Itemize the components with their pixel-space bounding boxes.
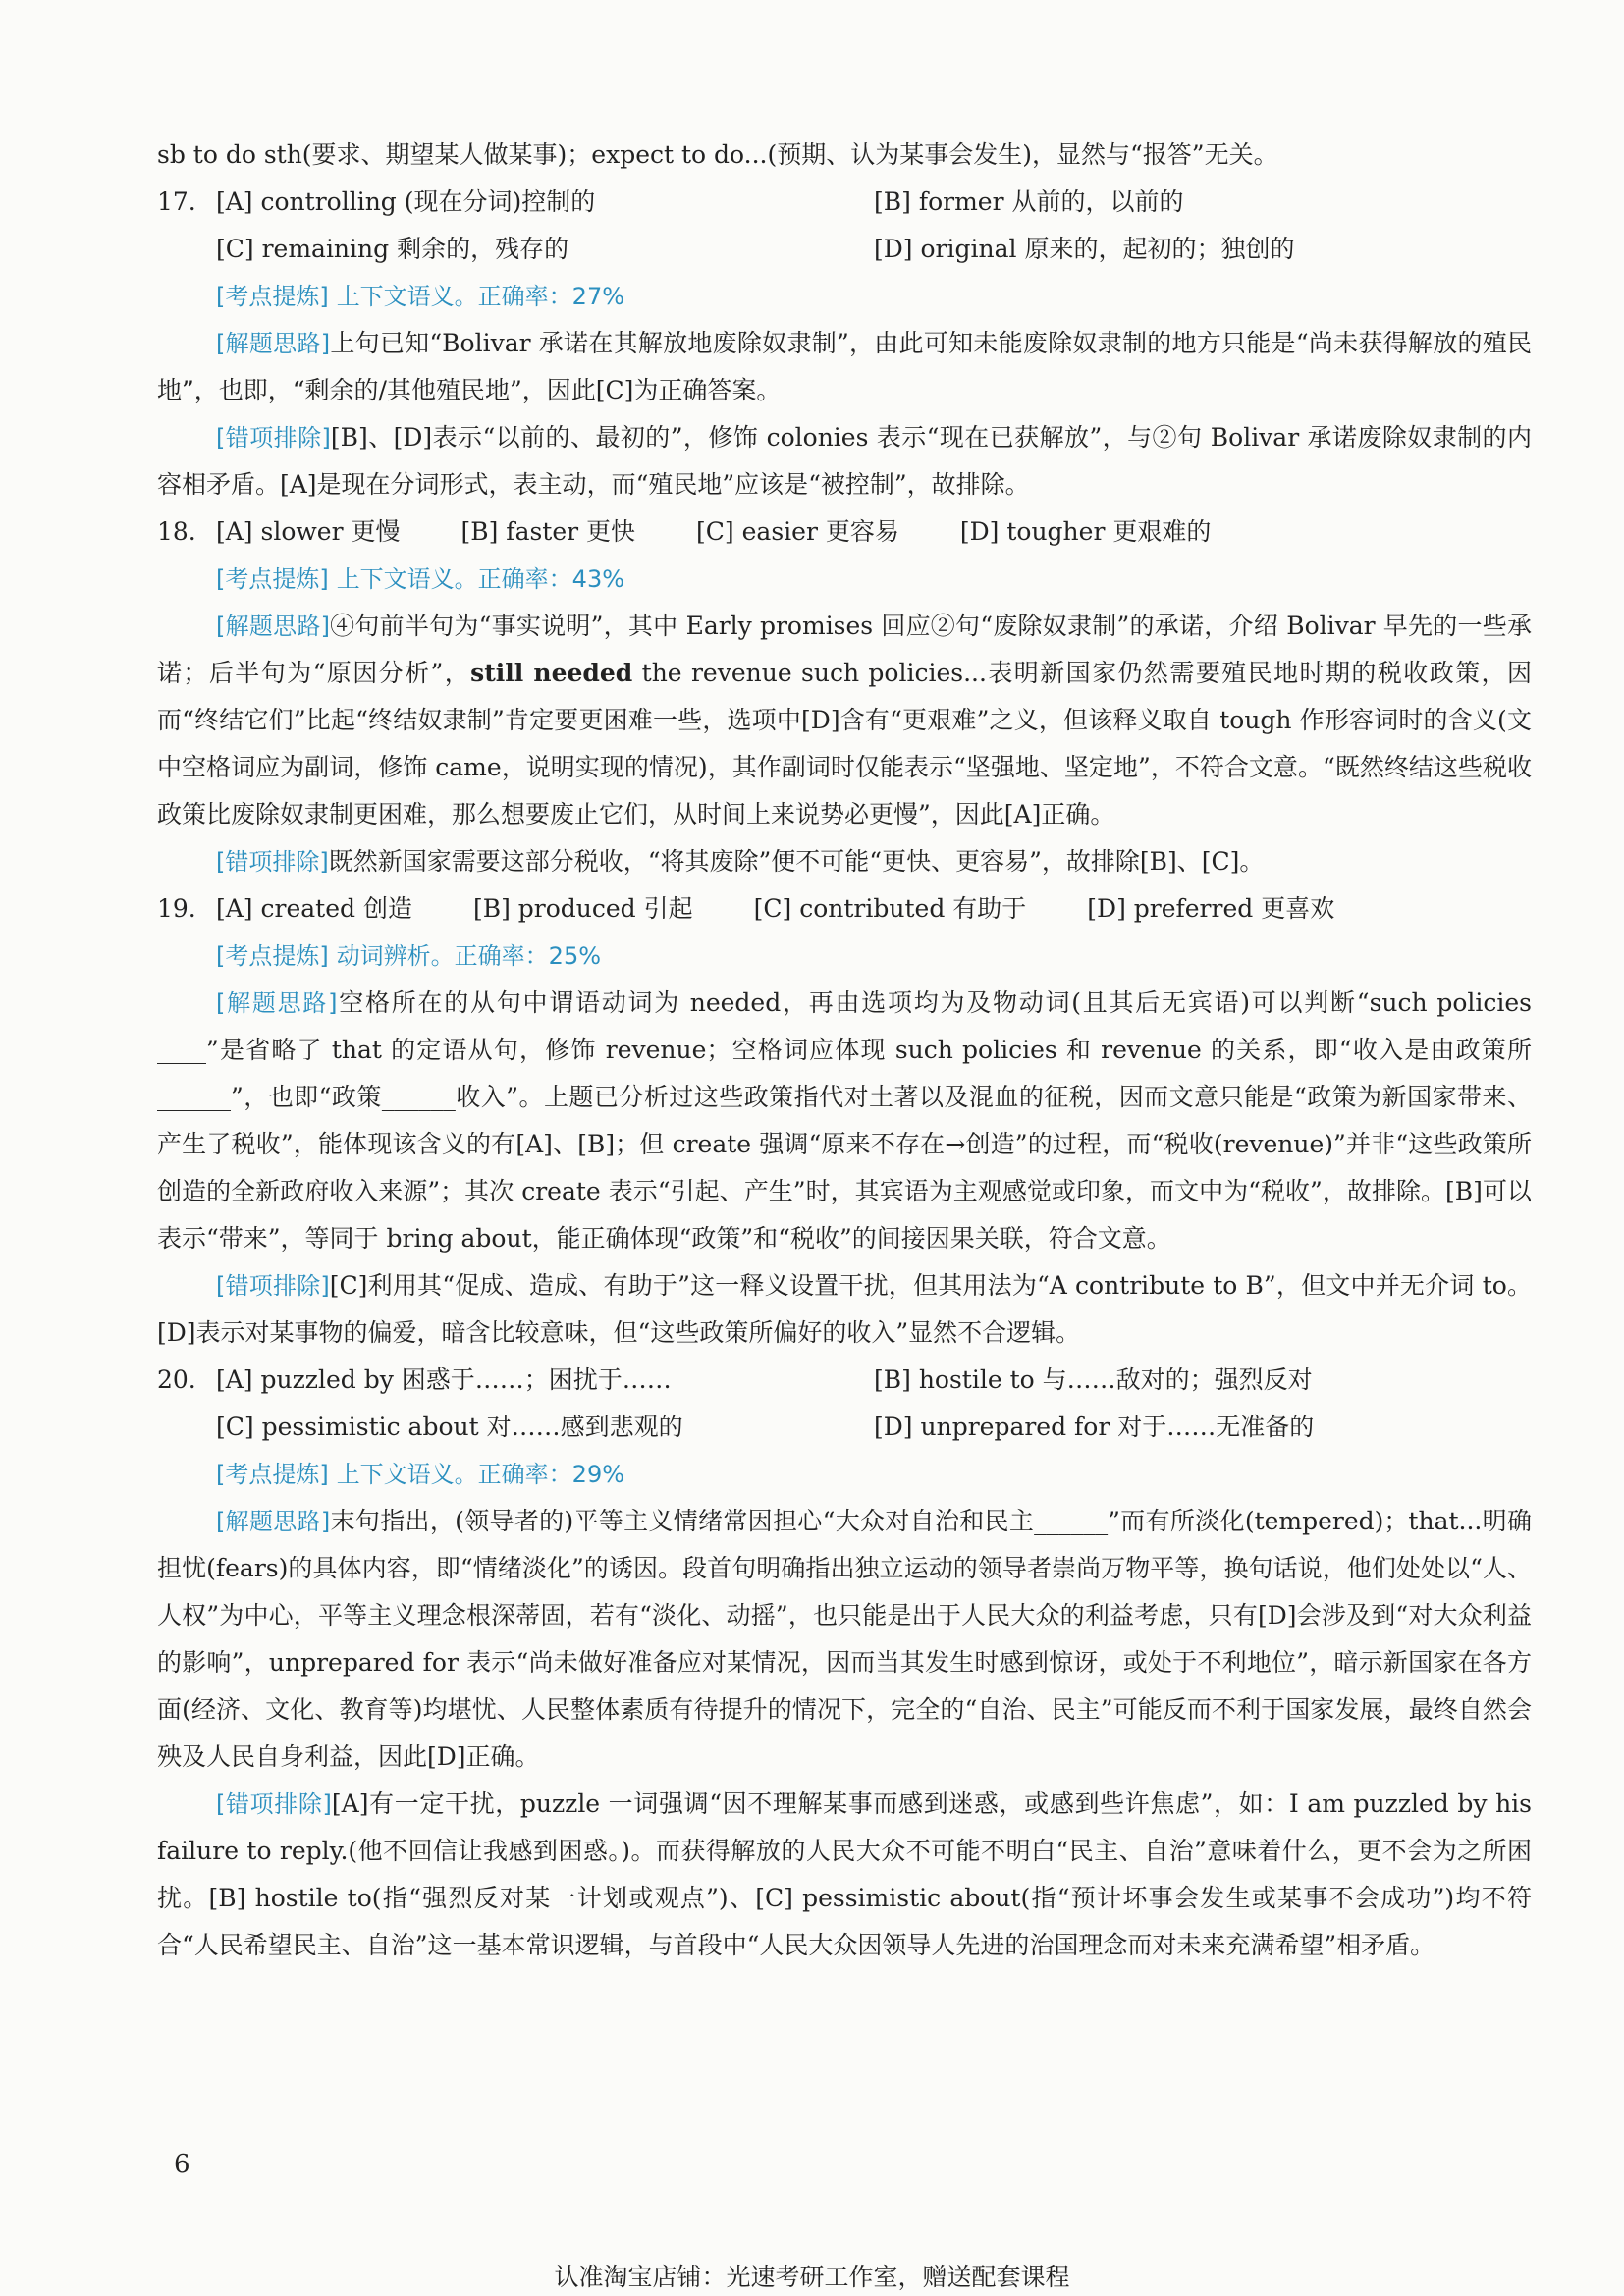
q19-jieti-tag: [解题思路] (216, 989, 338, 1017)
q19-option-d: [D] preferred 更喜欢 (1087, 894, 1335, 923)
q17-jieti (157, 320, 1532, 414)
q19-option-a: [A] created 创造 (216, 894, 412, 923)
q17-option-d: [D] original 原来的，起初的；独创的 (874, 235, 1295, 263)
q18-option-a: [A] slower 更慢 (216, 517, 401, 546)
q20-option-b: [B] hostile to 与……敌对的；强烈反对 (874, 1365, 1313, 1394)
q20-jieti-tag: [解题思路] (216, 1508, 331, 1535)
q18-options-row (157, 508, 1532, 556)
q17-kaodian-text: 上下文语义。正确率：27% (336, 283, 625, 310)
q20-kaodian-text: 上下文语义。正确率：29% (336, 1461, 625, 1488)
q20-cuoxiang (157, 1781, 1532, 1969)
q18-jieti-bold: still needed (470, 659, 633, 687)
q20-options-row2 (157, 1404, 1532, 1451)
q17-jieti-text: 上句已知“Bolivar 承诺在其解放地废除奴隶制”，由此可知未能废除奴隶制的地方只能是“尚未获得解放的殖民地”，也即，“剩余的/其他殖民地”，因此[C]为正确答案。 (157, 329, 1532, 404)
q20-cuoxiang-tag: [错项排除] (216, 1790, 332, 1818)
q18-kaodian-text: 上下文语义。正确率：43% (336, 565, 625, 593)
q18-jieti-tag: [解题思路] (216, 613, 330, 640)
q20-option-d: [D] unprepared for 对于……无准备的 (874, 1413, 1315, 1441)
q19-jieti (157, 980, 1532, 1262)
q20-cuoxiang-text: [A]有一定干扰，puzzle 一词强调“因不理解某事而感到迷惑，或感到些许焦虑”，如：I am puzzled by his failure to reply.(他不回信让我感到困惑。)。而获得解放的人民大众不可能不明白“民主、自治”意味着什么，更不会为之所困扰。[B] hostile to(指“强烈反对某一计划或观点”)、[C] pessimistic about(指“预计坏事会发生或某事不会成功”)均不符合“人民希望民主、自治”这一基本常识逻辑，与首段中“人民大众因领导人先进的治国理念而对未来充满希望”相矛盾。 (157, 1789, 1532, 1959)
q20-option-c: [C] pessimistic about 对……感到悲观的 (216, 1413, 683, 1441)
q18-option-c: [C] easier 更容易 (696, 517, 899, 546)
q18-number: 18. (157, 517, 196, 546)
q20-option-a: [A] puzzled by 困惑于……；困扰于…… (216, 1365, 672, 1394)
q17-cuoxiang-text: [B]、[D]表示“以前的、最初的”，修饰 colonies 表示“现在已获解放”，与②句 Bolivar 承诺废除奴隶制的内容相矛盾。[A]是现在分词形式，表主动，而“殖民地”应该是“被控制”，故排除。 (157, 423, 1532, 499)
q20-kaodian-tag: [考点提炼] (216, 1461, 329, 1488)
q18-cuoxiang (157, 838, 1532, 885)
q19-kaodian-tag: [考点提炼] (216, 942, 329, 970)
q20-options-row1 (157, 1357, 1532, 1404)
page-number: 6 (174, 2150, 190, 2179)
q18-kaodian-tag: [考点提炼] (216, 565, 329, 593)
q18-jieti (157, 603, 1532, 838)
q17-cuoxiang (157, 414, 1532, 508)
q19-options-row (157, 885, 1532, 933)
page-content (157, 132, 1532, 1969)
q17-cuoxiang-tag: [错项排除] (216, 424, 331, 452)
q19-option-b: [B] produced 引起 (472, 894, 693, 923)
q17-kaodian (157, 273, 1532, 320)
q19-cuoxiang-tag: [错项排除] (216, 1272, 330, 1300)
q19-cuoxiang (157, 1262, 1532, 1357)
q19-jieti-text: 空格所在的从句中谓语动词为 needed，再由选项均为及物动词(且其后无宾语)可以判断“such policies ____”是省略了 that 的定语从句，修饰 revenue；空格词应体现 such policies 和 revenue 的关系，即“收入是由政策所______”，也即“政策______收入”。上题已分析过这些政策指代对土著以及混血的征税，因而文意只能是“政策为新国家带来、产生了税收”，能体现该含义的有[A]、[B]；但 create 强调“原来不存在→创造”的过程，而“税收(revenue)”并非“这些政策所创造的全新政府收入来源”；其次 create 表示“引起、产生”时，其宾语为主观感觉或印象，而文中为“税收”，故排除。[B]可以表示“带来”，等同于 bring about，能正确体现“政策”和“税收”的间接因果关联，符合文意。 (157, 988, 1532, 1253)
q18-kaodian (157, 556, 1532, 603)
intro-line: sb to do sth(要求、期望某人做某事)；expect to do...(预期、认为某事会发生)，显然与“报答”无关。 (157, 140, 1278, 169)
q18-cuoxiang-text: 既然新国家需要这部分税收，“将其废除”便不可能“更快、更容易”，故排除[B]、[C]。 (328, 847, 1265, 876)
q20-jieti (157, 1498, 1532, 1781)
q18-jieti-post: the revenue such policies...表明新国家仍然需要殖民地时期的税收政策，因而“终结它们”比起“终结奴隶制”肯定要更困难一些，选项中[D]含有“更艰难”之义，但该释义取自 tough 作形容词时的含义(文中空格词应为副词，修饰 came，说明实现的情况)，其作副词时仅能表示“坚强地、坚定地”，不符合文意。“既然终结这些税收政策比废除奴隶制更困难，那么想要废止它们，从时间上来说势必更慢”，因此[A]正确。 (157, 659, 1532, 828)
q17-jieti-tag: [解题思路] (216, 330, 331, 357)
q17-options-row1 (157, 179, 1532, 226)
q18-jieti-pre: ④句前半句为“事实说明”，其中 Early promises 回应②句“废除奴隶制”的承诺，介绍 Bolivar 早先的一些承诺；后半句为“原因分析”， (157, 612, 1532, 687)
q18-option-b: [B] faster 更快 (460, 517, 636, 546)
q17-option-a: [A] controlling (现在分词)控制的 (216, 187, 596, 216)
q20-jieti-text: 末句指出，(领导者的)平等主义情绪常因担心“大众对自治和民主______”而有所淡化(tempered)；that...明确担忧(fears)的具体内容，即“情绪淡化”的诱因。段首句明确指出独立运动的领导者崇尚万物平等，换句话说，他们处处以“人、人权”为中心，平等主义理念根深蒂固，若有“淡化、动摇”，也只能是出于人民大众的利益考虑，只有[D]会涉及到“对大众利益的影响”，unprepared for 表示“尚未做好准备应对某情况，因而当其发生时感到惊讶，或处于不利地位”，暗示新国家在各方面(经济、文化、教育等)均堪忧、人民整体素质有待提升的情况下，完全的“自治、民主”可能反而不利于国家发展，最终自然会殃及人民自身利益，因此[D]正确。 (157, 1507, 1532, 1771)
q19-option-c: [C] contributed 有助于 (753, 894, 1027, 923)
q19-cuoxiang-text: [C]利用其“促成、造成、有助于”这一释义设置干扰，但其用法为“A contribute to B”，但文中并无介词 to。[D]表示对某事物的偏爱，暗含比较意味，但“这些政策所偏好的收入”显然不合逻辑。 (157, 1271, 1533, 1347)
q20-number: 20. (157, 1365, 196, 1394)
q17-option-c: [C] remaining 剩余的，残存的 (216, 235, 569, 263)
q20-kaodian (157, 1451, 1532, 1498)
q17-option-b: [B] former 从前的，以前的 (874, 187, 1184, 216)
q18-option-d: [D] tougher 更艰难的 (959, 517, 1212, 546)
q19-kaodian (157, 933, 1532, 980)
q17-kaodian-tag: [考点提炼] (216, 283, 329, 310)
q17-options-row2 (157, 226, 1532, 273)
q18-cuoxiang-tag: [错项排除] (216, 848, 329, 876)
footer-note: 认准淘宝店铺：光速考研工作室，赠送配套课程 (554, 2263, 1070, 2291)
q19-number: 19. (157, 894, 196, 923)
q17-number: 17. (157, 187, 196, 216)
q19-kaodian-text: 动词辨析。正确率：25% (336, 942, 602, 970)
